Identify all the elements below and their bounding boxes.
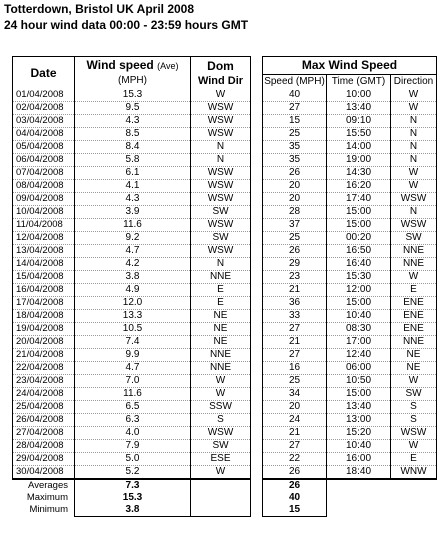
spacer-cell	[251, 309, 263, 322]
spacer-cell	[251, 439, 263, 452]
spacer-cell	[251, 452, 263, 465]
spacer-cell	[251, 374, 263, 387]
spacer-cell	[251, 166, 263, 179]
max-speed-cell: 37	[263, 218, 327, 231]
table-header	[13, 57, 437, 89]
summary-empty	[327, 492, 391, 504]
max-speed-cell: 22	[263, 452, 327, 465]
date-cell: 13/04/2008	[13, 244, 75, 257]
spacer-cell	[251, 296, 263, 309]
max-speed-cell: 40	[263, 89, 327, 102]
max-time-cell: 10:00	[327, 89, 391, 102]
avg-speed-cell: 4.3	[75, 192, 191, 205]
max-speed-cell: 36	[263, 296, 327, 309]
date-cell: 22/04/2008	[13, 361, 75, 374]
avg-speed-cell: 9.5	[75, 101, 191, 114]
header-wind-speed-ave: (Ave)	[157, 61, 179, 71]
spacer-cell	[251, 231, 263, 244]
max-time-cell: 19:00	[327, 153, 391, 166]
max-speed-cell: 35	[263, 153, 327, 166]
avg-speed-cell: 6.5	[75, 400, 191, 413]
summary-empty	[327, 479, 391, 492]
summary-row	[13, 504, 437, 517]
summary-avg-speed: 3.8	[75, 504, 191, 517]
header-time-gmt: Time (GMT)	[327, 74, 391, 89]
date-cell: 02/04/2008	[13, 101, 75, 114]
date-cell: 18/04/2008	[13, 309, 75, 322]
max-speed-cell: 20	[263, 179, 327, 192]
spacer-cell	[251, 140, 263, 153]
dom-dir-cell: WSW	[191, 127, 251, 140]
spacer-cell	[251, 348, 263, 361]
summary-avg-speed: 15.3	[75, 492, 191, 504]
date-cell: 09/04/2008	[13, 192, 75, 205]
max-dir-cell: N	[391, 153, 437, 166]
max-dir-cell: WSW	[391, 192, 437, 205]
date-cell: 16/04/2008	[13, 283, 75, 296]
max-speed-cell: 20	[263, 192, 327, 205]
dom-dir-cell: W	[191, 89, 251, 102]
spacer-cell	[251, 413, 263, 426]
avg-speed-cell: 9.9	[75, 348, 191, 361]
date-cell: 10/04/2008	[13, 205, 75, 218]
table-row	[13, 335, 437, 348]
summary-empty	[391, 479, 437, 492]
max-dir-cell: ENE	[391, 309, 437, 322]
header-wind-speed	[75, 57, 191, 75]
max-speed-cell: 23	[263, 270, 327, 283]
summary-empty	[391, 492, 437, 504]
avg-speed-cell: 15.3	[75, 89, 191, 102]
table-row	[13, 166, 437, 179]
avg-speed-cell: 5.8	[75, 153, 191, 166]
spacer-cell	[251, 89, 263, 102]
dom-dir-cell: W	[191, 387, 251, 400]
table-row	[13, 387, 437, 400]
max-speed-cell: 26	[263, 244, 327, 257]
spacer-cell	[251, 283, 263, 296]
spacer-cell	[251, 218, 263, 231]
max-time-cell: 14:30	[327, 166, 391, 179]
header-direction: Direction	[391, 74, 437, 89]
table-row	[13, 465, 437, 479]
summary-blank	[191, 479, 251, 492]
dom-dir-cell: NE	[191, 335, 251, 348]
max-dir-cell: N	[391, 205, 437, 218]
date-cell: 17/04/2008	[13, 296, 75, 309]
max-dir-cell: ENE	[391, 322, 437, 335]
summary-row	[13, 479, 437, 492]
table-row	[13, 89, 437, 102]
max-time-cell: 00:20	[327, 231, 391, 244]
max-dir-cell: E	[391, 452, 437, 465]
table-row	[13, 114, 437, 127]
max-speed-cell: 35	[263, 140, 327, 153]
dom-dir-cell: WSW	[191, 114, 251, 127]
summary-avg-speed: 7.3	[75, 479, 191, 492]
max-speed-cell: 15	[263, 114, 327, 127]
avg-speed-cell: 11.6	[75, 218, 191, 231]
dom-dir-cell: NNE	[191, 270, 251, 283]
max-dir-cell: W	[391, 374, 437, 387]
header-dom-line2: Wind Dir	[191, 74, 251, 89]
max-time-cell: 15:00	[327, 387, 391, 400]
max-dir-cell: W	[391, 179, 437, 192]
max-dir-cell: N	[391, 114, 437, 127]
max-time-cell: 08:30	[327, 322, 391, 335]
max-time-cell: 15:00	[327, 218, 391, 231]
max-dir-cell: W	[391, 89, 437, 102]
max-time-cell: 15:20	[327, 426, 391, 439]
date-cell: 28/04/2008	[13, 439, 75, 452]
spacer-cell	[251, 465, 263, 479]
spacer-cell	[251, 504, 263, 517]
table-row	[13, 400, 437, 413]
date-cell: 06/04/2008	[13, 153, 75, 166]
avg-speed-cell: 4.7	[75, 244, 191, 257]
max-speed-cell: 34	[263, 387, 327, 400]
max-dir-cell: WNW	[391, 465, 437, 479]
max-time-cell: 16:40	[327, 257, 391, 270]
max-dir-cell: ENE	[391, 296, 437, 309]
dom-dir-cell: E	[191, 296, 251, 309]
spacer-cell	[251, 479, 263, 492]
spacer-cell	[251, 426, 263, 439]
date-cell: 01/04/2008	[13, 89, 75, 102]
max-speed-cell: 26	[263, 465, 327, 479]
dom-dir-cell: WSW	[191, 192, 251, 205]
summary-blank	[191, 504, 251, 517]
date-cell: 27/04/2008	[13, 426, 75, 439]
date-cell: 05/04/2008	[13, 140, 75, 153]
table-row	[13, 296, 437, 309]
date-cell: 19/04/2008	[13, 322, 75, 335]
avg-speed-cell: 11.6	[75, 387, 191, 400]
date-cell: 21/04/2008	[13, 348, 75, 361]
spacer-cell	[251, 322, 263, 335]
max-time-cell: 16:00	[327, 452, 391, 465]
dom-dir-cell: NNE	[191, 361, 251, 374]
table-row	[13, 426, 437, 439]
max-dir-cell: NNE	[391, 244, 437, 257]
table-row	[13, 101, 437, 114]
table-row	[13, 361, 437, 374]
avg-speed-cell: 6.1	[75, 166, 191, 179]
summary-max-speed: 15	[263, 504, 327, 517]
dom-dir-cell: S	[191, 413, 251, 426]
max-dir-cell: NE	[391, 348, 437, 361]
table-row	[13, 374, 437, 387]
table-row	[13, 127, 437, 140]
summary-row	[13, 492, 437, 504]
avg-speed-cell: 4.2	[75, 257, 191, 270]
max-speed-cell: 21	[263, 426, 327, 439]
max-speed-cell: 27	[263, 348, 327, 361]
header-dom-line1: Dom	[191, 57, 251, 75]
dom-dir-cell: SW	[191, 439, 251, 452]
max-dir-cell: WSW	[391, 426, 437, 439]
dom-dir-cell: ESE	[191, 452, 251, 465]
avg-speed-cell: 4.3	[75, 114, 191, 127]
date-cell: 03/04/2008	[13, 114, 75, 127]
spacer-cell	[251, 127, 263, 140]
max-time-cell: 17:40	[327, 192, 391, 205]
max-time-cell: 15:50	[327, 127, 391, 140]
dom-dir-cell: SW	[191, 205, 251, 218]
dom-dir-cell: SW	[191, 231, 251, 244]
avg-speed-cell: 4.1	[75, 179, 191, 192]
summary-max-speed: 40	[263, 492, 327, 504]
report-title: Totterdown, Bristol UK April 2008	[4, 2, 195, 16]
max-dir-cell: NNE	[391, 335, 437, 348]
dom-dir-cell: WSW	[191, 244, 251, 257]
avg-speed-cell: 7.4	[75, 335, 191, 348]
max-time-cell: 16:50	[327, 244, 391, 257]
max-time-cell: 10:50	[327, 374, 391, 387]
max-dir-cell: SW	[391, 387, 437, 400]
max-speed-cell: 33	[263, 309, 327, 322]
dom-dir-cell: NE	[191, 309, 251, 322]
max-dir-cell: W	[391, 439, 437, 452]
wind-data-table	[12, 56, 437, 517]
avg-speed-cell: 5.0	[75, 452, 191, 465]
max-speed-cell: 16	[263, 361, 327, 374]
dom-dir-cell: N	[191, 153, 251, 166]
table-row	[13, 309, 437, 322]
max-time-cell: 15:00	[327, 205, 391, 218]
dom-dir-cell: WSW	[191, 179, 251, 192]
date-cell: 12/04/2008	[13, 231, 75, 244]
date-cell: 23/04/2008	[13, 374, 75, 387]
summary-label: Maximum	[13, 492, 75, 504]
max-dir-cell: W	[391, 270, 437, 283]
table-row	[13, 439, 437, 452]
header-wind-speed-unit: (MPH)	[75, 74, 191, 89]
max-time-cell: 06:00	[327, 361, 391, 374]
date-cell: 25/04/2008	[13, 400, 75, 413]
max-dir-cell: NE	[391, 361, 437, 374]
max-time-cell: 09:10	[327, 114, 391, 127]
max-dir-cell: N	[391, 127, 437, 140]
table-row	[13, 205, 437, 218]
avg-speed-cell: 7.9	[75, 439, 191, 452]
max-time-cell: 10:40	[327, 439, 391, 452]
table-row	[13, 218, 437, 231]
max-time-cell: 16:20	[327, 179, 391, 192]
max-speed-cell: 25	[263, 127, 327, 140]
date-cell: 08/04/2008	[13, 179, 75, 192]
dom-dir-cell: W	[191, 465, 251, 479]
max-time-cell: 18:40	[327, 465, 391, 479]
avg-speed-cell: 8.5	[75, 127, 191, 140]
max-speed-cell: 20	[263, 400, 327, 413]
avg-speed-cell: 4.0	[75, 426, 191, 439]
dom-dir-cell: WSW	[191, 101, 251, 114]
table-row	[13, 413, 437, 426]
header-wind-speed-label: Wind speed	[86, 58, 154, 72]
date-cell: 26/04/2008	[13, 413, 75, 426]
avg-speed-cell: 5.2	[75, 465, 191, 479]
summary-label: Averages	[13, 479, 75, 492]
max-time-cell: 13:00	[327, 413, 391, 426]
table-row	[13, 140, 437, 153]
avg-speed-cell: 3.8	[75, 270, 191, 283]
date-cell: 29/04/2008	[13, 452, 75, 465]
dom-dir-cell: WSW	[191, 218, 251, 231]
date-cell: 14/04/2008	[13, 257, 75, 270]
header-speed-mph: Speed (MPH)	[264, 75, 325, 87]
spacer-cell	[251, 270, 263, 283]
report-subtitle: 24 hour wind data 00:00 - 23:59 hours GMT	[4, 18, 249, 32]
avg-speed-cell: 10.5	[75, 322, 191, 335]
summary-empty	[327, 504, 391, 517]
table-body	[13, 89, 437, 479]
dom-dir-cell: SSW	[191, 400, 251, 413]
avg-speed-cell: 9.2	[75, 231, 191, 244]
dom-dir-cell: W	[191, 374, 251, 387]
dom-dir-cell: NNE	[191, 348, 251, 361]
spacer-cell	[251, 192, 263, 205]
date-cell: 04/04/2008	[13, 127, 75, 140]
table-row	[13, 270, 437, 283]
header-max-wind-speed: Max Wind Speed	[263, 57, 437, 75]
date-cell: 20/04/2008	[13, 335, 75, 348]
summary-empty	[391, 504, 437, 517]
max-time-cell: 14:00	[327, 140, 391, 153]
date-cell: 30/04/2008	[13, 465, 75, 479]
date-cell: 24/04/2008	[13, 387, 75, 400]
max-speed-cell: 25	[263, 231, 327, 244]
table-row	[13, 348, 437, 361]
max-time-cell: 15:30	[327, 270, 391, 283]
header-date: Date	[13, 57, 75, 89]
spacer-cell	[251, 400, 263, 413]
table-row	[13, 322, 437, 335]
summary-body	[13, 479, 437, 517]
spacer-cell	[251, 492, 263, 504]
avg-speed-cell: 12.0	[75, 296, 191, 309]
max-dir-cell: SW	[391, 231, 437, 244]
dom-dir-cell: E	[191, 283, 251, 296]
max-dir-cell: NNE	[391, 257, 437, 270]
max-speed-cell: 26	[263, 166, 327, 179]
max-dir-cell: N	[391, 140, 437, 153]
table-row	[13, 231, 437, 244]
spacer-cell	[251, 244, 263, 257]
max-speed-cell: 25	[263, 374, 327, 387]
max-speed-cell: 27	[263, 322, 327, 335]
dom-dir-cell: N	[191, 140, 251, 153]
max-time-cell: 12:40	[327, 348, 391, 361]
max-time-cell: 13:40	[327, 400, 391, 413]
table-row	[13, 257, 437, 270]
spacer-cell	[251, 387, 263, 400]
dom-dir-cell: N	[191, 257, 251, 270]
spacer-cell	[251, 257, 263, 270]
max-speed-cell: 28	[263, 205, 327, 218]
spacer-cell	[251, 205, 263, 218]
header-spacer	[251, 57, 263, 89]
avg-speed-cell: 4.7	[75, 361, 191, 374]
spacer-cell	[251, 361, 263, 374]
table-row	[13, 192, 437, 205]
max-dir-cell: W	[391, 166, 437, 179]
table-row	[13, 283, 437, 296]
summary-max-speed: 26	[263, 479, 327, 492]
max-time-cell: 12:00	[327, 283, 391, 296]
max-dir-cell: E	[391, 283, 437, 296]
avg-speed-cell: 7.0	[75, 374, 191, 387]
dom-dir-cell: WSW	[191, 166, 251, 179]
max-speed-cell: 21	[263, 335, 327, 348]
spacer-cell	[251, 114, 263, 127]
table-row	[13, 244, 437, 257]
max-dir-cell: W	[391, 101, 437, 114]
max-speed-cell: 27	[263, 101, 327, 114]
max-speed-cell: 21	[263, 283, 327, 296]
avg-speed-cell: 8.4	[75, 140, 191, 153]
spacer-cell	[251, 179, 263, 192]
spacer-cell	[251, 101, 263, 114]
max-time-cell: 10:40	[327, 309, 391, 322]
max-speed-cell: 27	[263, 439, 327, 452]
max-time-cell: 15:00	[327, 296, 391, 309]
table-row	[13, 452, 437, 465]
avg-speed-cell: 4.9	[75, 283, 191, 296]
avg-speed-cell: 13.3	[75, 309, 191, 322]
avg-speed-cell: 3.9	[75, 205, 191, 218]
max-dir-cell: S	[391, 413, 437, 426]
summary-blank	[191, 492, 251, 504]
dom-dir-cell: NE	[191, 322, 251, 335]
spacer-cell	[251, 335, 263, 348]
date-cell: 15/04/2008	[13, 270, 75, 283]
max-time-cell: 13:40	[327, 101, 391, 114]
summary-label: Minimum	[13, 504, 75, 517]
date-cell: 11/04/2008	[13, 218, 75, 231]
table-row	[13, 153, 437, 166]
table-row	[13, 179, 437, 192]
avg-speed-cell: 6.3	[75, 413, 191, 426]
max-dir-cell: WSW	[391, 218, 437, 231]
dom-dir-cell: WSW	[191, 426, 251, 439]
max-speed-cell: 29	[263, 257, 327, 270]
date-cell: 07/04/2008	[13, 166, 75, 179]
spacer-cell	[251, 153, 263, 166]
max-time-cell: 17:00	[327, 335, 391, 348]
max-dir-cell: S	[391, 400, 437, 413]
max-speed-cell: 24	[263, 413, 327, 426]
